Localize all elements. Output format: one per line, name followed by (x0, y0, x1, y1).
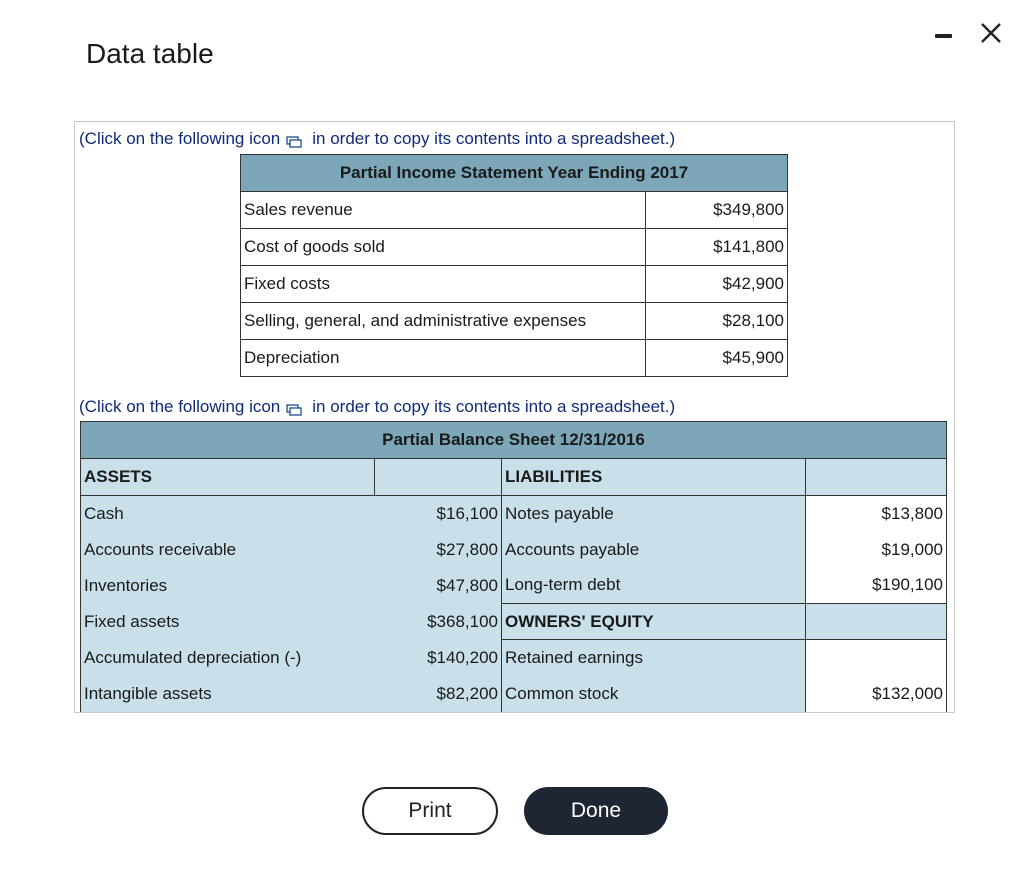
table-row (81, 640, 947, 676)
table-row (81, 532, 947, 568)
asset-value: $47,800 (375, 568, 502, 604)
table-row (241, 303, 788, 340)
liability-value: $13,800 (806, 496, 947, 532)
table-row (81, 604, 947, 640)
asset-label: Fixed assets (81, 604, 375, 640)
table-row (241, 266, 788, 303)
copy-to-spreadsheet-icon[interactable] (286, 401, 302, 413)
liability-label: Accounts payable (502, 532, 806, 568)
copy-hint-balance (79, 397, 675, 417)
assets-header: ASSETS (81, 459, 375, 496)
row-value: $45,900 (646, 340, 788, 377)
assets-header-value (375, 459, 502, 496)
row-value: $349,800 (646, 192, 788, 229)
print-button[interactable]: Print (362, 787, 498, 835)
copy-hint-income (79, 129, 675, 149)
asset-label: Cash (81, 496, 375, 532)
table-row (241, 340, 788, 377)
equity-header-value (806, 604, 947, 640)
hint-text-after: in order to copy its contents into a spreadsheet.) (312, 397, 676, 416)
row-label: Cost of goods sold (241, 229, 646, 266)
equity-value (806, 640, 947, 676)
equity-header: OWNERS' EQUITY (502, 604, 806, 640)
copy-to-spreadsheet-icon[interactable] (286, 133, 302, 145)
close-button[interactable] (978, 20, 1004, 46)
asset-label: Inventories (81, 568, 375, 604)
asset-value: $16,100 (375, 496, 502, 532)
equity-value: $132,000 (806, 676, 947, 712)
table-row (241, 229, 788, 266)
hint-text-before: (Click on the following icon (79, 129, 281, 148)
asset-value: $82,200 (375, 676, 502, 712)
income-statement-table (240, 154, 788, 377)
asset-value: $27,800 (375, 532, 502, 568)
balance-sheet-title: Partial Balance Sheet 12/31/2016 (81, 422, 947, 459)
equity-label: Common stock (502, 676, 806, 712)
row-label: Selling, general, and administrative expenses (241, 303, 646, 340)
liabilities-header-value (806, 459, 947, 496)
balance-sheet-table (80, 421, 947, 712)
liability-value: $19,000 (806, 532, 947, 568)
minimize-button[interactable] (930, 20, 956, 46)
table-row (81, 496, 947, 532)
asset-label: Accounts receivable (81, 532, 375, 568)
done-button[interactable]: Done (524, 787, 668, 835)
table-row (81, 676, 947, 712)
row-value: $28,100 (646, 303, 788, 340)
equity-label: Retained earnings (502, 640, 806, 676)
hint-text-after: in order to copy its contents into a spreadsheet.) (312, 129, 676, 148)
close-icon (978, 20, 1004, 46)
asset-value: $368,100 (375, 604, 502, 640)
row-label: Depreciation (241, 340, 646, 377)
asset-value: $140,200 (375, 640, 502, 676)
liability-value: $190,100 (806, 568, 947, 604)
row-value: $42,900 (646, 266, 788, 303)
table-row (241, 192, 788, 229)
row-label: Fixed costs (241, 266, 646, 303)
table-row (81, 459, 947, 496)
liabilities-header: LIABILITIES (502, 459, 806, 496)
dialog-title: Data table (86, 38, 214, 69)
liability-label: Notes payable (502, 496, 806, 532)
asset-label: Intangible assets (81, 676, 375, 712)
liability-label: Long-term debt (502, 568, 806, 604)
table-row (81, 568, 947, 604)
row-value: $141,800 (646, 229, 788, 266)
row-label: Sales revenue (241, 192, 646, 229)
asset-label: Accumulated depreciation (-) (81, 640, 375, 676)
income-statement-title: Partial Income Statement Year Ending 2017 (241, 155, 788, 192)
hint-text-before: (Click on the following icon (79, 397, 281, 416)
